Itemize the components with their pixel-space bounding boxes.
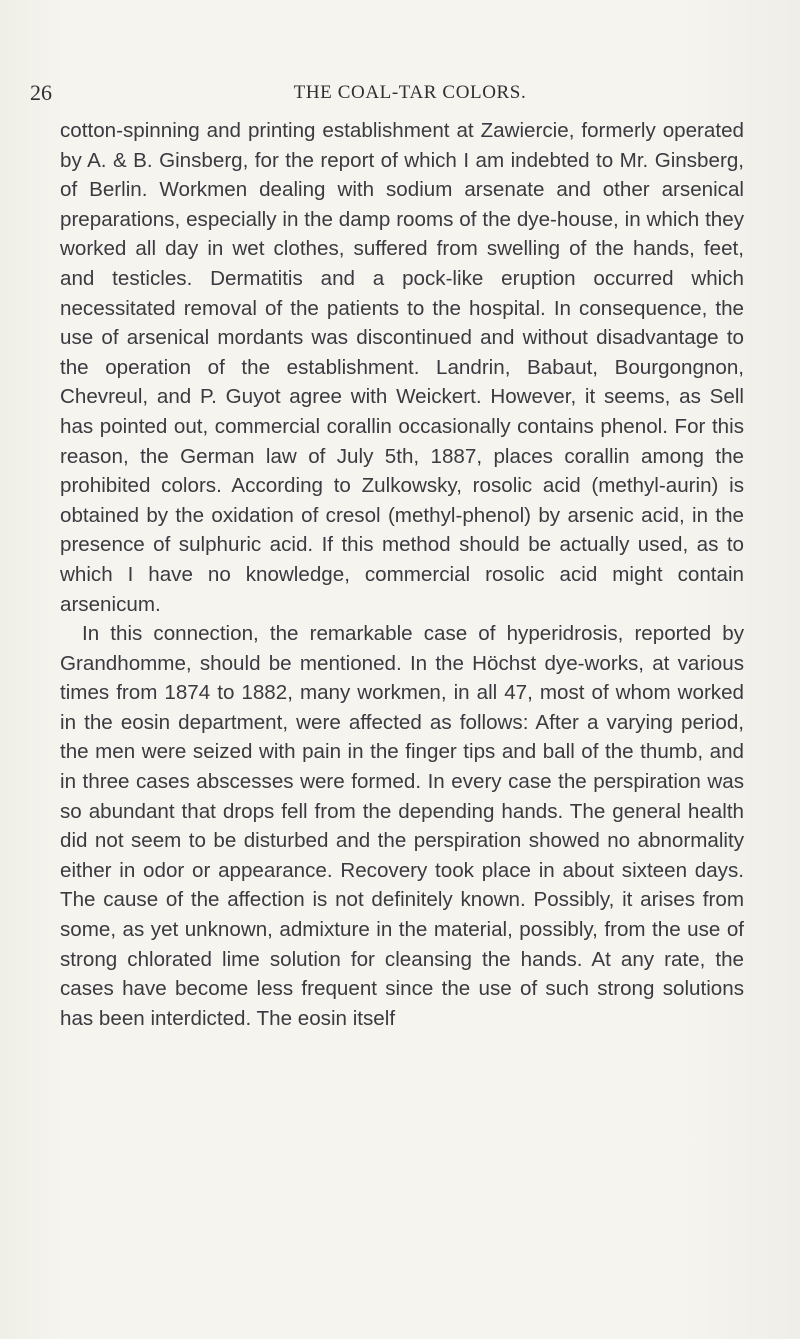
paragraph-hyperidrosis: In this connection, the remarkable case of hyperidrosis, reported by Grandhomme, should be mentioned. In the Höchst dye-works, at various times from 1874 to 1882, many workmen, in all 47, most of whom worked in the eosin department, were affected as follows: After a varying period, the men were seized with pain in the finger tips and ball of the thumb, and in three cases abscesses were formed. In every case the perspiration was so abundant that drops fell from the depending hands. The general health did not seem to be disturbed and the perspiration showed no abnormality either in odor or appearance. Recovery took place in about sixteen days. The cause of the affection is not definitely known. Possibly, it arises from some, as yet unknown, admixture in the material, possibly, from the use of strong chlorated lime solution for cleansing the hands. At any rate, the cases have become less frequent since the use of such strong solutions has been interdicted. The eosin itself xyxy=(60,622,744,1030)
paragraph-continued: cotton-spinning and printing establishment at Zawiercie, formerly operated by A. & B. Ginsberg, for the report of which I am indebted to Mr. Ginsberg, of Berlin. Workmen dealing with sodium arsenate and other arsenical preparations, especially in the damp rooms of the dye-house, in which they worked all day in wet clothes, suffered from swelling of the hands, feet, and testicles. Dermatitis and a pock-like eruption occurred which necessitated removal of the patients to the hospital. In consequence, the use of arsenical mordants was discontinued and without disadvantage to the operation of the establishment. Landrin, Babaut, Bourgongnon, Chevreul, and P. Guyot agree with Weickert. However, it seems, as Sell has pointed out, commercial corallin occasionally contains phenol. For this reason, the German law of July 5th, 1887, places corallin among the prohibited colors. According to Zulkowsky, rosolic acid (methyl-aurin) is obtained by the oxidation of cresol (methyl-phenol) by arsenic acid, in the presence of sulphuric acid. If this method should be actually used, as to which I have no knowledge, commercial rosolic acid might contain arsenicum. xyxy=(60,119,744,616)
running-head xyxy=(30,80,790,110)
page-number: 26 xyxy=(30,80,52,105)
running-title: THE COAL-TAR COLORS. xyxy=(293,82,527,103)
body-text xyxy=(60,116,744,1033)
